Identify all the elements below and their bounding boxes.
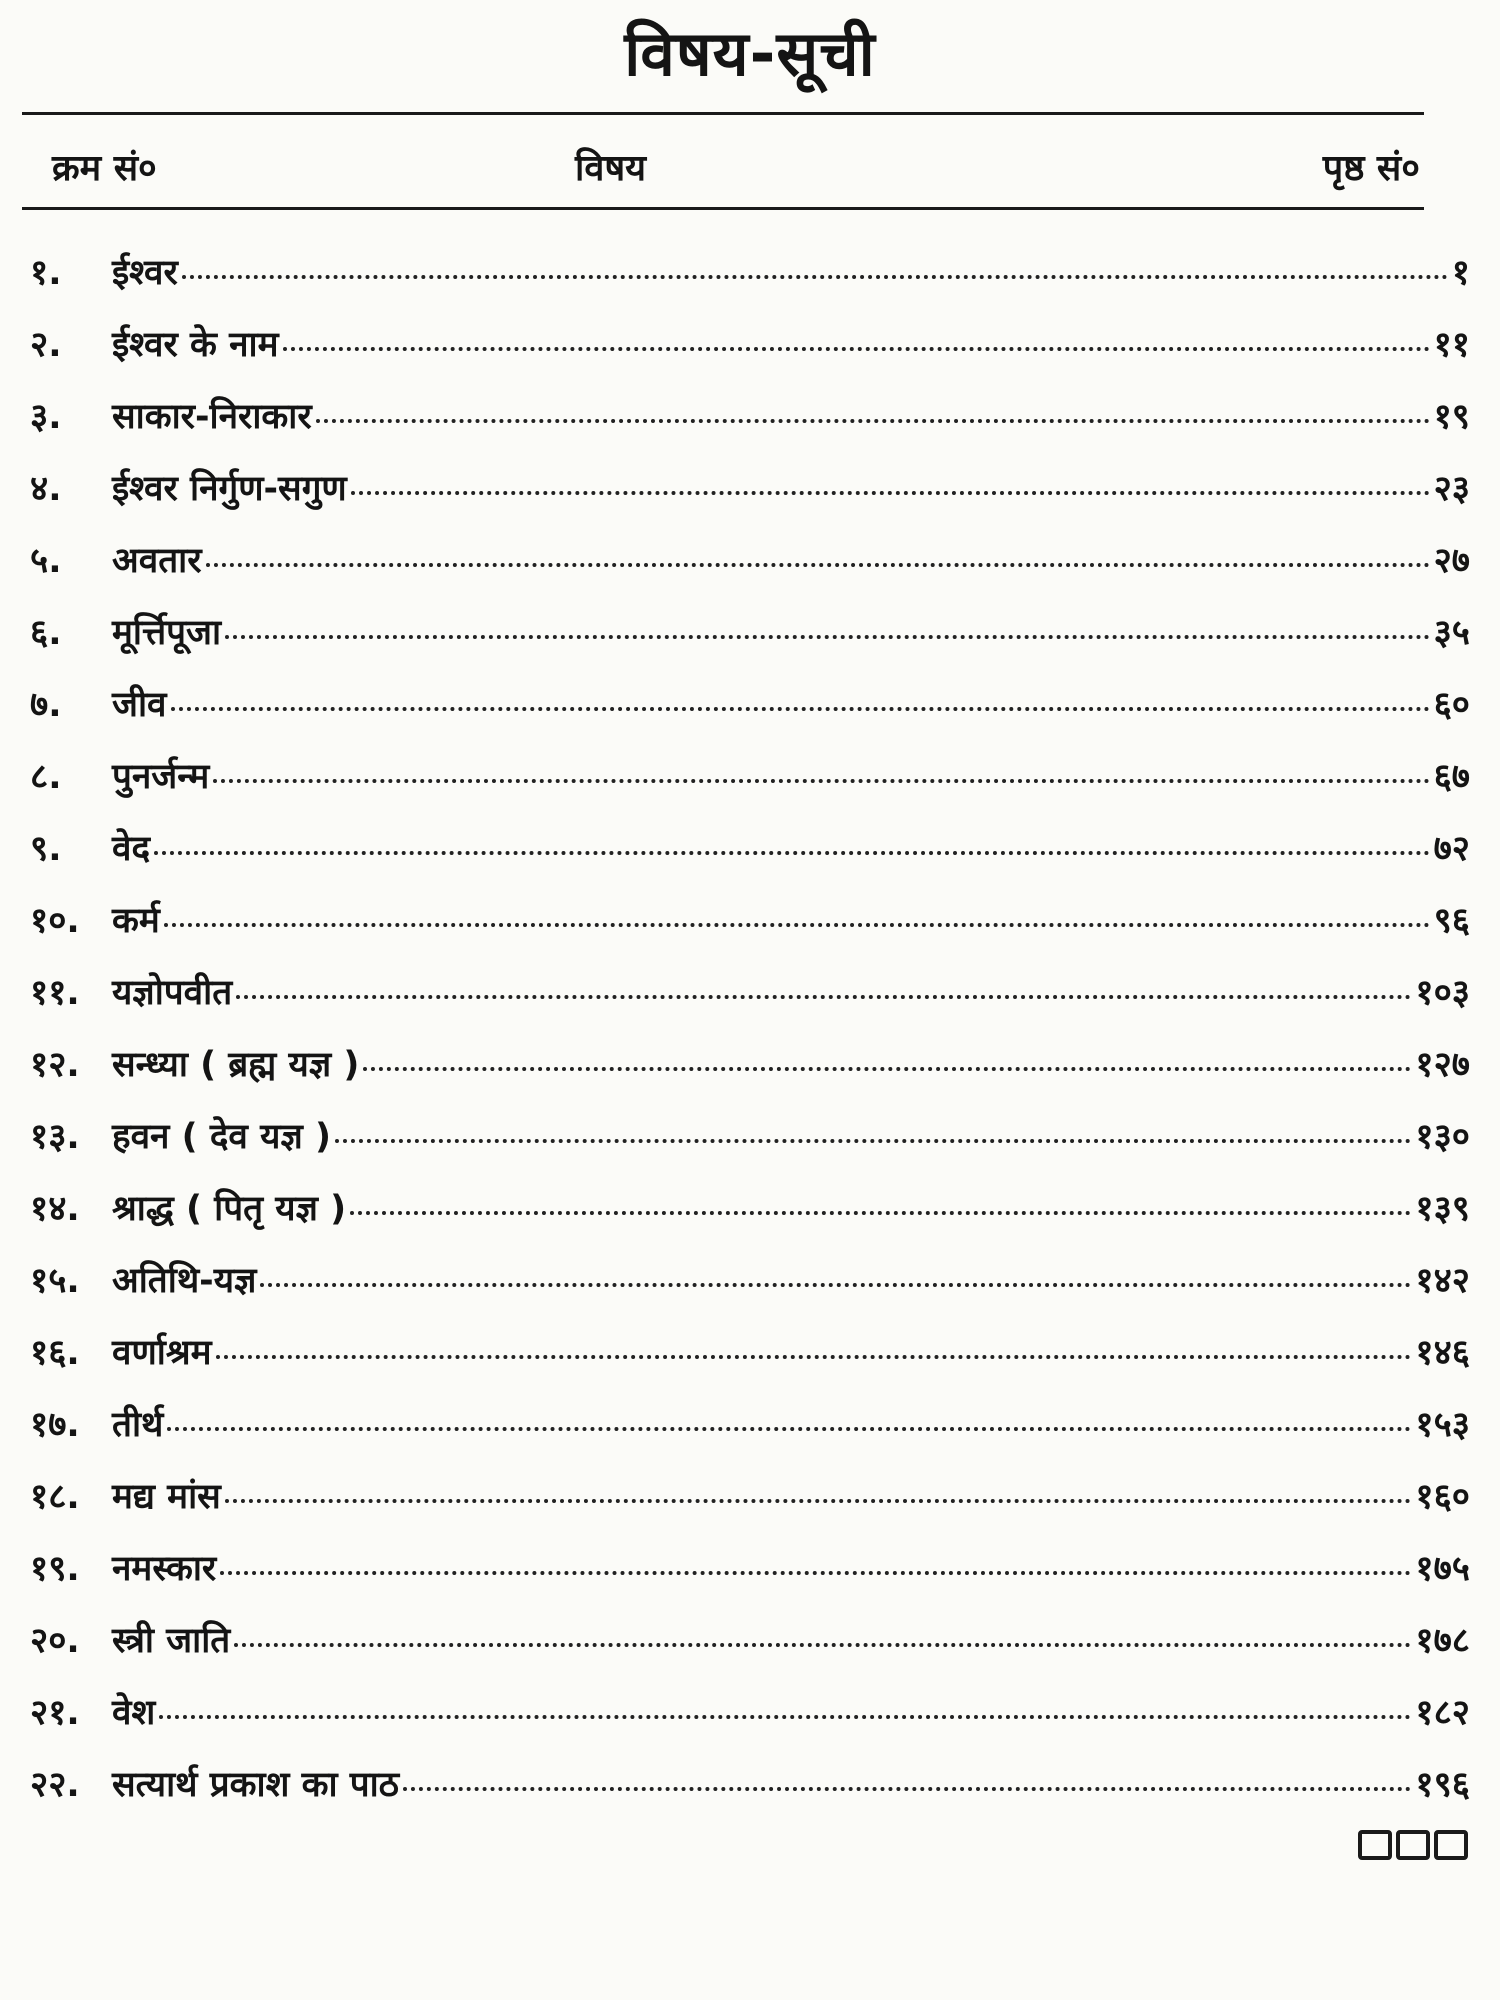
entry-page: १५३ [1415,1405,1470,1445]
dot-leader [225,635,1429,639]
dot-leader [167,1427,1411,1431]
entry-page: १३९ [1415,1189,1470,1229]
entry-number: ३. [30,397,62,437]
entry-subject: पुनर्जन्म [112,757,210,797]
toc-entry [30,1472,1470,1544]
entry-number: ८. [30,757,62,797]
entry-page: १४६ [1415,1333,1470,1373]
entry-number: ९. [30,829,62,869]
entry-page: ७२ [1433,829,1470,869]
dot-leader [316,419,1430,423]
page-title: विषय-सूची [624,17,876,90]
toc-entry [30,896,1470,968]
entry-page: १९६ [1415,1765,1470,1805]
entry-number: १६. [30,1333,80,1373]
entry-subject: ईश्वर के नाम [112,325,279,365]
toc-entry [30,1760,1470,1832]
entry-page: २७ [1433,541,1470,581]
entry-subject: श्राद्ध ( पितृ यज्ञ ) [112,1189,347,1229]
dot-leader [154,851,1430,855]
entry-page: ६० [1433,685,1470,725]
toc-entry [30,1688,1470,1760]
dot-leader [234,1643,1411,1647]
entry-subject: जीव [112,685,167,725]
entry-subject: अतिथि-यज्ञ [112,1261,257,1301]
entry-number: ७. [30,685,62,725]
dot-leader [260,1283,1411,1287]
toc-entry [30,1256,1470,1328]
entry-subject: तीर्थ [112,1405,164,1445]
entry-page: १३० [1415,1117,1470,1157]
header-subject: विषय [575,148,647,189]
dot-leader [351,491,1430,495]
entry-page: १८२ [1415,1693,1470,1733]
toc-list [30,248,1470,1832]
dot-leader [171,707,1430,711]
entry-page: १७५ [1415,1549,1470,1589]
entry-number: १०. [30,901,80,941]
entry-number: १५. [30,1261,80,1301]
entry-subject: हवन ( देव यज्ञ ) [112,1117,331,1157]
dot-leader [283,347,1430,351]
toc-entry [30,608,1470,680]
entry-number: १४. [30,1189,80,1229]
toc-entry [30,248,1470,320]
entry-page: १९ [1433,397,1470,437]
entry-number: ५. [30,541,62,581]
dot-leader [220,1571,1411,1575]
entry-subject: मूर्त्तिपूजा [112,613,222,653]
toc-entry [30,1616,1470,1688]
entry-subject: वर्णाश्रम [112,1333,212,1373]
dot-leader [159,1715,1411,1719]
entry-number: १३. [30,1117,80,1157]
toc-entry [30,824,1470,896]
end-of-list-boxes [1358,1830,1468,1860]
entry-page: १७८ [1415,1621,1470,1661]
entry-number: ११. [30,973,80,1013]
entry-page: १२७ [1415,1045,1470,1085]
entry-page: १४२ [1415,1261,1470,1301]
dot-leader [403,1787,1411,1791]
entry-subject: सत्यार्थ प्रकाश का पाठ [112,1765,399,1805]
toc-entry [30,968,1470,1040]
dot-leader [213,779,1429,783]
dot-leader [225,1499,1412,1503]
entry-number: १८. [30,1477,80,1517]
entry-subject: ईश्वर [112,253,178,293]
header-serial-number: क्रम सं० [52,148,157,189]
entry-number: १७. [30,1405,80,1445]
dot-leader [335,1139,1411,1143]
entry-subject: वेद [112,829,151,869]
entry-number: १. [30,253,62,293]
toc-entry [30,320,1470,392]
entry-page: १ [1451,253,1470,293]
dot-leader [236,995,1411,999]
entry-number: १९. [30,1549,80,1589]
entry-subject: वेश [112,1693,156,1733]
toc-entry [30,1544,1470,1616]
entry-page: ३५ [1433,613,1470,653]
entry-subject: सन्ध्या ( ब्रह्म यज्ञ ) [112,1045,360,1085]
entry-subject: अवतार [112,541,202,581]
toc-entry [30,464,1470,536]
entry-subject: कर्म [112,901,160,941]
dot-leader [164,923,1430,927]
toc-entry [30,1328,1470,1400]
dot-leader [363,1067,1411,1071]
toc-entry [30,1040,1470,1112]
entry-subject: ईश्वर निर्गुण-सगुण [112,469,347,509]
entry-page: २३ [1433,469,1470,509]
header-bottom-rule [22,207,1424,210]
toc-entry [30,536,1470,608]
entry-subject: स्त्री जाति [112,1621,231,1661]
toc-entry [30,680,1470,752]
toc-entry [30,1112,1470,1184]
dot-leader [350,1211,1411,1215]
toc-entry [30,392,1470,464]
entry-page: ११ [1433,325,1470,365]
entry-page: ६७ [1433,757,1470,797]
entry-page: १०३ [1415,973,1470,1013]
end-box-icon [1396,1830,1430,1860]
header-page-number: पृष्ठ सं० [1322,148,1420,189]
toc-entry [30,1400,1470,1472]
toc-entry [30,1184,1470,1256]
entry-subject: नमस्कार [112,1549,217,1589]
dot-leader [182,275,1448,279]
entry-number: २२. [30,1765,80,1805]
entry-page: ९६ [1433,901,1470,941]
end-box-icon [1358,1830,1392,1860]
header-top-rule [22,112,1424,115]
entry-page: १६० [1415,1477,1470,1517]
entry-number: ६. [30,613,62,653]
entry-number: २०. [30,1621,80,1661]
dot-leader [216,1355,1412,1359]
dot-leader [206,563,1430,567]
entry-subject: यज्ञोपवीत [112,973,233,1013]
entry-subject: मद्य मांस [112,1477,221,1517]
entry-number: १२. [30,1045,80,1085]
entry-number: २१. [30,1693,80,1733]
toc-entry [30,752,1470,824]
entry-number: ४. [30,469,62,509]
entry-number: २. [30,325,62,365]
end-box-icon [1434,1830,1468,1860]
entry-subject: साकार-निराकार [112,397,312,437]
